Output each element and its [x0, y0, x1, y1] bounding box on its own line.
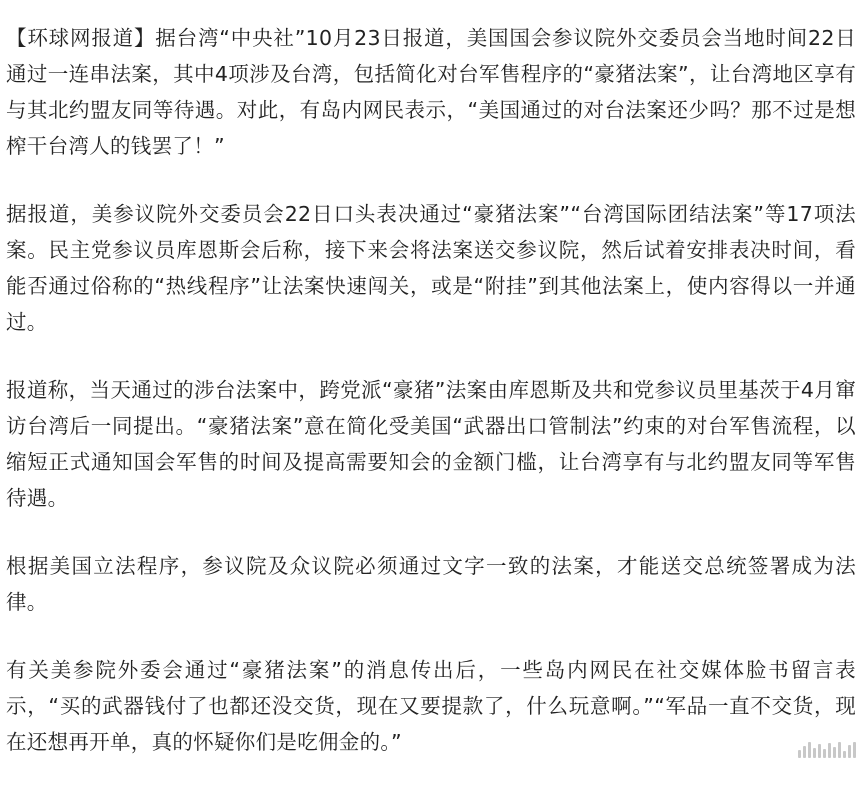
article-body: [6, 20, 856, 792]
watermark: [696, 736, 856, 764]
article-paragraph-5: 有关美参院外委会通过“豪猪法案”的消息传出后，一些岛内网民在社交媒体脸书留言表示，“买的武器钱付了也都还没交货，现在又要提款了，什么玩意啊。”“军品一直不交货，现在还想再开单，真的怀疑你们是吃佣金的。”: [6, 658, 856, 754]
article-paragraph-1: 【环球网报道】据台湾“中央社”10月23日报道，美国国会参议院外交委员会当地时间22日通过一连串法案，其中4项涉及台湾，包括简化对台军售程序的“豪猪法案”，让台湾地区享有与其北约盟友同等待遇。对此，有岛内网民表示，“美国通过的对台法案还少吗？那不过是想榨干台湾人的钱罢了！”: [6, 26, 856, 158]
article-paragraph-3: 报道称，当天通过的涉台法案中，跨党派“豪猪”法案由库恩斯及共和党参议员里基茨于4月窜访台湾后一同提出。“豪猪法案”意在简化受美国“武器出口管制法”约束的对台军售流程，以缩短正式通知国会军售的时间及提高需要知会的金额门槛，让台湾享有与北约盟友同等军售待遇。: [6, 378, 856, 510]
article-paragraph-4: 根据美国立法程序，参议院及众议院必须通过文字一致的法案，才能送交总统签署成为法律。: [6, 554, 856, 614]
bar-chart-watermark-icon: [798, 742, 856, 758]
article-paragraph-2: 据报道，美参议院外交委员会22日口头表决通过“豪猪法案”“台湾国际团结法案”等17项法案。民主党参议员库恩斯会后称，接下来会将法案送交参议院，然后试着安排表决时间，看能否通过俗称的“热线程序”让法案快速闯关，或是“附挂”到其他法案上，使内容得以一并通过。: [6, 202, 856, 334]
